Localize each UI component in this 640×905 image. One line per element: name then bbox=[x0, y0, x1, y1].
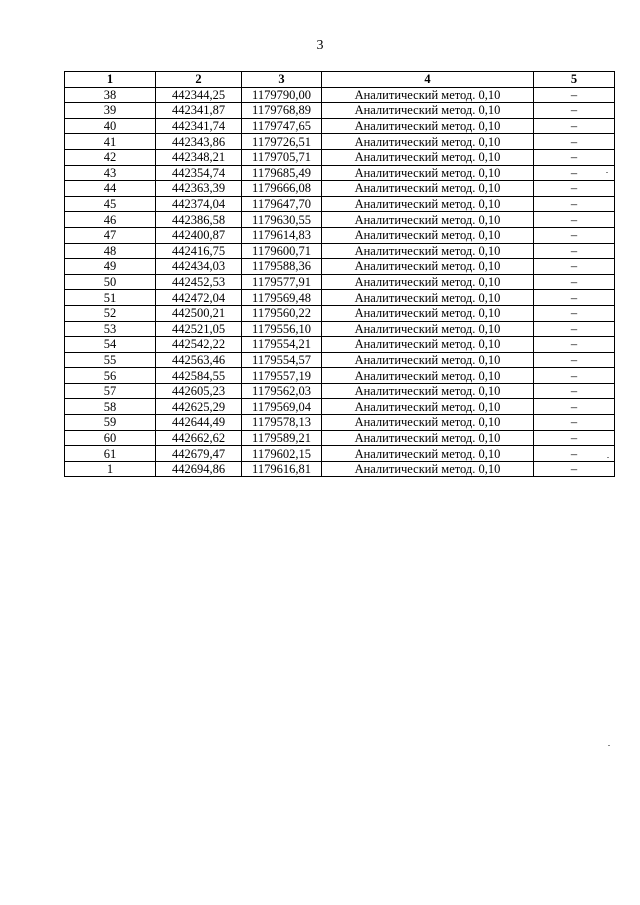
table-cell: Аналитический метод. 0,10 bbox=[322, 337, 534, 353]
table-row bbox=[65, 415, 615, 431]
table-cell: 57 bbox=[65, 383, 156, 399]
table-row bbox=[65, 103, 615, 119]
page-number: 3 bbox=[316, 38, 324, 53]
table-cell: 50 bbox=[65, 274, 156, 290]
table-cell: 1179577,91 bbox=[242, 274, 322, 290]
table-cell: 1179630,55 bbox=[242, 212, 322, 228]
table-cell: 442341,74 bbox=[156, 118, 242, 134]
table-cell: 47 bbox=[65, 227, 156, 243]
table-cell: Аналитический метод. 0,10 bbox=[322, 368, 534, 384]
table-cell: – bbox=[534, 274, 615, 290]
table-cell: – bbox=[534, 321, 615, 337]
table-row bbox=[65, 243, 615, 259]
table-cell: – bbox=[534, 290, 615, 306]
table-cell: 1179578,13 bbox=[242, 415, 322, 431]
table-cell: 1 bbox=[65, 461, 156, 477]
table-cell: 1179588,36 bbox=[242, 259, 322, 275]
table-cell: Аналитический метод. 0,10 bbox=[322, 259, 534, 275]
table-cell: – bbox=[534, 196, 615, 212]
table-cell: – bbox=[534, 383, 615, 399]
table-cell: 442354,74 bbox=[156, 165, 242, 181]
table-cell: 442542,22 bbox=[156, 337, 242, 353]
table-cell: 1179790,00 bbox=[242, 87, 322, 103]
table-row bbox=[65, 196, 615, 212]
table-row bbox=[65, 181, 615, 197]
table-cell: 1179569,48 bbox=[242, 290, 322, 306]
scan-speck bbox=[606, 172, 608, 173]
table-row bbox=[65, 149, 615, 165]
table-row bbox=[65, 134, 615, 150]
table-row bbox=[65, 212, 615, 228]
table-cell: 1179768,89 bbox=[242, 103, 322, 119]
table-cell: – bbox=[534, 134, 615, 150]
table-cell: 1179600,71 bbox=[242, 243, 322, 259]
table-cell: 442400,87 bbox=[156, 227, 242, 243]
table-cell: 1179747,65 bbox=[242, 118, 322, 134]
table-row bbox=[65, 227, 615, 243]
table-cell: 1179557,19 bbox=[242, 368, 322, 384]
table-cell: 442374,04 bbox=[156, 196, 242, 212]
table-row bbox=[65, 352, 615, 368]
table-cell: 1179560,22 bbox=[242, 305, 322, 321]
table-row bbox=[65, 337, 615, 353]
coordinates-table bbox=[64, 71, 615, 477]
table-cell: Аналитический метод. 0,10 bbox=[322, 196, 534, 212]
table-cell: 39 bbox=[65, 103, 156, 119]
table-cell: 442521,05 bbox=[156, 321, 242, 337]
table-row bbox=[65, 383, 615, 399]
table-cell: 442348,21 bbox=[156, 149, 242, 165]
table-cell: Аналитический метод. 0,10 bbox=[322, 461, 534, 477]
table-cell: – bbox=[534, 118, 615, 134]
table-cell: 442662,62 bbox=[156, 430, 242, 446]
table-row bbox=[65, 165, 615, 181]
table-cell: 442679,47 bbox=[156, 446, 242, 462]
table-cell: 1179705,71 bbox=[242, 149, 322, 165]
table-cell: – bbox=[534, 305, 615, 321]
table-cell: Аналитический метод. 0,10 bbox=[322, 243, 534, 259]
table-row bbox=[65, 461, 615, 477]
table-cell: 43 bbox=[65, 165, 156, 181]
table-cell: 442363,39 bbox=[156, 181, 242, 197]
table-cell: 442500,21 bbox=[156, 305, 242, 321]
table-body bbox=[65, 87, 615, 477]
table-cell: 1179569,04 bbox=[242, 399, 322, 415]
table-cell: 1179556,10 bbox=[242, 321, 322, 337]
column-header: 5 bbox=[534, 72, 615, 88]
table-cell: 1179616,81 bbox=[242, 461, 322, 477]
table-row bbox=[65, 430, 615, 446]
table-cell: Аналитический метод. 0,10 bbox=[322, 352, 534, 368]
table-cell: – bbox=[534, 337, 615, 353]
table-cell: – bbox=[534, 212, 615, 228]
table-cell: Аналитический метод. 0,10 bbox=[322, 134, 534, 150]
column-header: 1 bbox=[65, 72, 156, 88]
table-cell: 442563,46 bbox=[156, 352, 242, 368]
table-cell: Аналитический метод. 0,10 bbox=[322, 446, 534, 462]
table-cell: 442434,03 bbox=[156, 259, 242, 275]
table-cell: Аналитический метод. 0,10 bbox=[322, 321, 534, 337]
table-cell: – bbox=[534, 430, 615, 446]
table-cell: Аналитический метод. 0,10 bbox=[322, 181, 534, 197]
table-cell: 442694,86 bbox=[156, 461, 242, 477]
table-cell: 442452,53 bbox=[156, 274, 242, 290]
table-header-row bbox=[65, 72, 615, 88]
column-header: 4 bbox=[322, 72, 534, 88]
table-cell: 1179589,21 bbox=[242, 430, 322, 446]
table-cell: 442386,58 bbox=[156, 212, 242, 228]
table-row bbox=[65, 368, 615, 384]
table-row bbox=[65, 259, 615, 275]
table-cell: 49 bbox=[65, 259, 156, 275]
table-cell: 1179602,15 bbox=[242, 446, 322, 462]
column-header: 2 bbox=[156, 72, 242, 88]
table-cell: – bbox=[534, 415, 615, 431]
table-cell: 1179554,21 bbox=[242, 337, 322, 353]
table-cell: 51 bbox=[65, 290, 156, 306]
table-cell: 44 bbox=[65, 181, 156, 197]
table-row bbox=[65, 274, 615, 290]
table-cell: – bbox=[534, 399, 615, 415]
table-cell: 38 bbox=[65, 87, 156, 103]
table-row bbox=[65, 305, 615, 321]
table-cell: 1179726,51 bbox=[242, 134, 322, 150]
table-cell: Аналитический метод. 0,10 bbox=[322, 290, 534, 306]
column-header: 3 bbox=[242, 72, 322, 88]
table-cell: – bbox=[534, 181, 615, 197]
table-cell: 1179685,49 bbox=[242, 165, 322, 181]
table-cell: 53 bbox=[65, 321, 156, 337]
table-row bbox=[65, 446, 615, 462]
table-cell: 442343,86 bbox=[156, 134, 242, 150]
table-cell: 442605,23 bbox=[156, 383, 242, 399]
table-cell: – bbox=[534, 103, 615, 119]
table-row bbox=[65, 321, 615, 337]
table-cell: 1179647,70 bbox=[242, 196, 322, 212]
table-row bbox=[65, 118, 615, 134]
table-cell: 442584,55 bbox=[156, 368, 242, 384]
table-cell: Аналитический метод. 0,10 bbox=[322, 399, 534, 415]
table-cell: 52 bbox=[65, 305, 156, 321]
table-cell: 442644,49 bbox=[156, 415, 242, 431]
table-cell: 58 bbox=[65, 399, 156, 415]
table-cell: Аналитический метод. 0,10 bbox=[322, 103, 534, 119]
table-cell: Аналитический метод. 0,10 bbox=[322, 415, 534, 431]
table-cell: – bbox=[534, 446, 615, 462]
table-cell: 55 bbox=[65, 352, 156, 368]
table-cell: Аналитический метод. 0,10 bbox=[322, 212, 534, 228]
table-cell: Аналитический метод. 0,10 bbox=[322, 227, 534, 243]
table-cell: 56 bbox=[65, 368, 156, 384]
table-cell: – bbox=[534, 259, 615, 275]
table-cell: – bbox=[534, 461, 615, 477]
table-cell: 1179554,57 bbox=[242, 352, 322, 368]
table-cell: 46 bbox=[65, 212, 156, 228]
table-cell: – bbox=[534, 149, 615, 165]
table-row bbox=[65, 87, 615, 103]
table-cell: 60 bbox=[65, 430, 156, 446]
table-cell: Аналитический метод. 0,10 bbox=[322, 383, 534, 399]
table-cell: 442344,25 bbox=[156, 87, 242, 103]
table-cell: 42 bbox=[65, 149, 156, 165]
table-cell: 442416,75 bbox=[156, 243, 242, 259]
table-cell: Аналитический метод. 0,10 bbox=[322, 87, 534, 103]
table-cell: 54 bbox=[65, 337, 156, 353]
table-cell: 59 bbox=[65, 415, 156, 431]
table-cell: – bbox=[534, 368, 615, 384]
table-cell: 442472,04 bbox=[156, 290, 242, 306]
table-cell: – bbox=[534, 227, 615, 243]
table-cell: Аналитический метод. 0,10 bbox=[322, 305, 534, 321]
table-cell: 1179614,83 bbox=[242, 227, 322, 243]
table-cell: – bbox=[534, 87, 615, 103]
scan-speck bbox=[607, 457, 609, 458]
table-cell: – bbox=[534, 165, 615, 181]
table-row bbox=[65, 399, 615, 415]
table-cell: 442341,87 bbox=[156, 103, 242, 119]
table-cell: Аналитический метод. 0,10 bbox=[322, 274, 534, 290]
table-cell: 41 bbox=[65, 134, 156, 150]
table-cell: 61 bbox=[65, 446, 156, 462]
table-cell: 48 bbox=[65, 243, 156, 259]
table-cell: – bbox=[534, 352, 615, 368]
table-cell: 40 bbox=[65, 118, 156, 134]
table-cell: Аналитический метод. 0,10 bbox=[322, 149, 534, 165]
table-row bbox=[65, 290, 615, 306]
table-cell: Аналитический метод. 0,10 bbox=[322, 430, 534, 446]
table-cell: 442625,29 bbox=[156, 399, 242, 415]
table-cell: Аналитический метод. 0,10 bbox=[322, 118, 534, 134]
table-cell: Аналитический метод. 0,10 bbox=[322, 165, 534, 181]
table-cell: 1179666,08 bbox=[242, 181, 322, 197]
table-cell: 45 bbox=[65, 196, 156, 212]
scan-speck bbox=[608, 745, 610, 746]
table-cell: – bbox=[534, 243, 615, 259]
table-cell: 1179562,03 bbox=[242, 383, 322, 399]
